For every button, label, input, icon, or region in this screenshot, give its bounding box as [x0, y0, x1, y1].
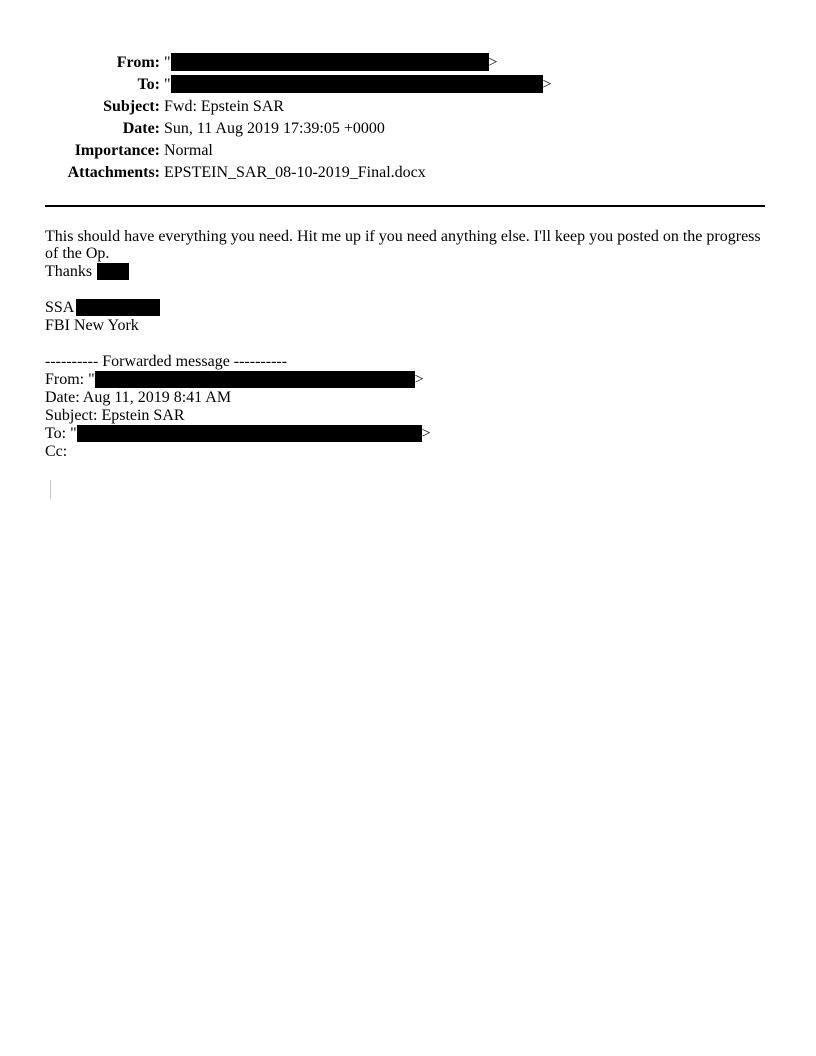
attachment-link[interactable]: EPSTEIN_SAR_08-10-2019_Final.docx — [164, 164, 426, 181]
header-importance-row — [0, 140, 816, 162]
header-to-row — [0, 74, 816, 96]
forwarded-to: To: " > — [45, 425, 431, 442]
redaction-block — [76, 299, 160, 316]
date-label: Date: — [122, 120, 160, 137]
redaction-block — [171, 75, 543, 93]
header-divider — [45, 205, 765, 207]
redaction-block — [171, 53, 489, 71]
header-date-row — [0, 118, 816, 140]
subject-value: Fwd: Epstein SAR — [164, 98, 285, 115]
header-subject-row — [0, 96, 816, 118]
subject-label: Subject: — [103, 98, 160, 115]
redaction-block — [77, 425, 422, 442]
redaction-block — [97, 263, 129, 280]
attachments-label: Attachments: — [67, 164, 160, 181]
forwarded-separator: ---------- Forwarded message ---------- — [45, 353, 288, 370]
from-label: From: — [116, 54, 160, 71]
forwarded-cc: Cc: — [45, 443, 68, 460]
importance-label: Importance: — [74, 142, 160, 159]
to-value: " > — [164, 76, 552, 93]
header-from-row — [0, 52, 816, 74]
header-attachments-row — [0, 162, 816, 184]
from-value: " > — [164, 54, 498, 71]
forwarded-subject: Subject: Epstein SAR — [45, 407, 185, 424]
forwarded-date: Date: Aug 11, 2019 8:41 AM — [45, 389, 232, 406]
forwarded-from: From: " > — [45, 371, 424, 388]
signature-office: FBI New York — [45, 317, 139, 334]
to-label: To: — [137, 76, 160, 93]
quote-bar — [50, 480, 51, 499]
message-body: This should have everything you need. Hit me up if you need anything else. I'll keep you posted on the progress of the Op. — [45, 228, 761, 262]
date-value: Sun, 11 Aug 2019 17:39:05 +0000 — [164, 120, 385, 137]
redaction-block — [95, 371, 415, 388]
signature-title: SSA — [45, 299, 770, 317]
thanks-line: Thanks — [45, 263, 770, 281]
importance-value: Normal — [164, 142, 213, 159]
